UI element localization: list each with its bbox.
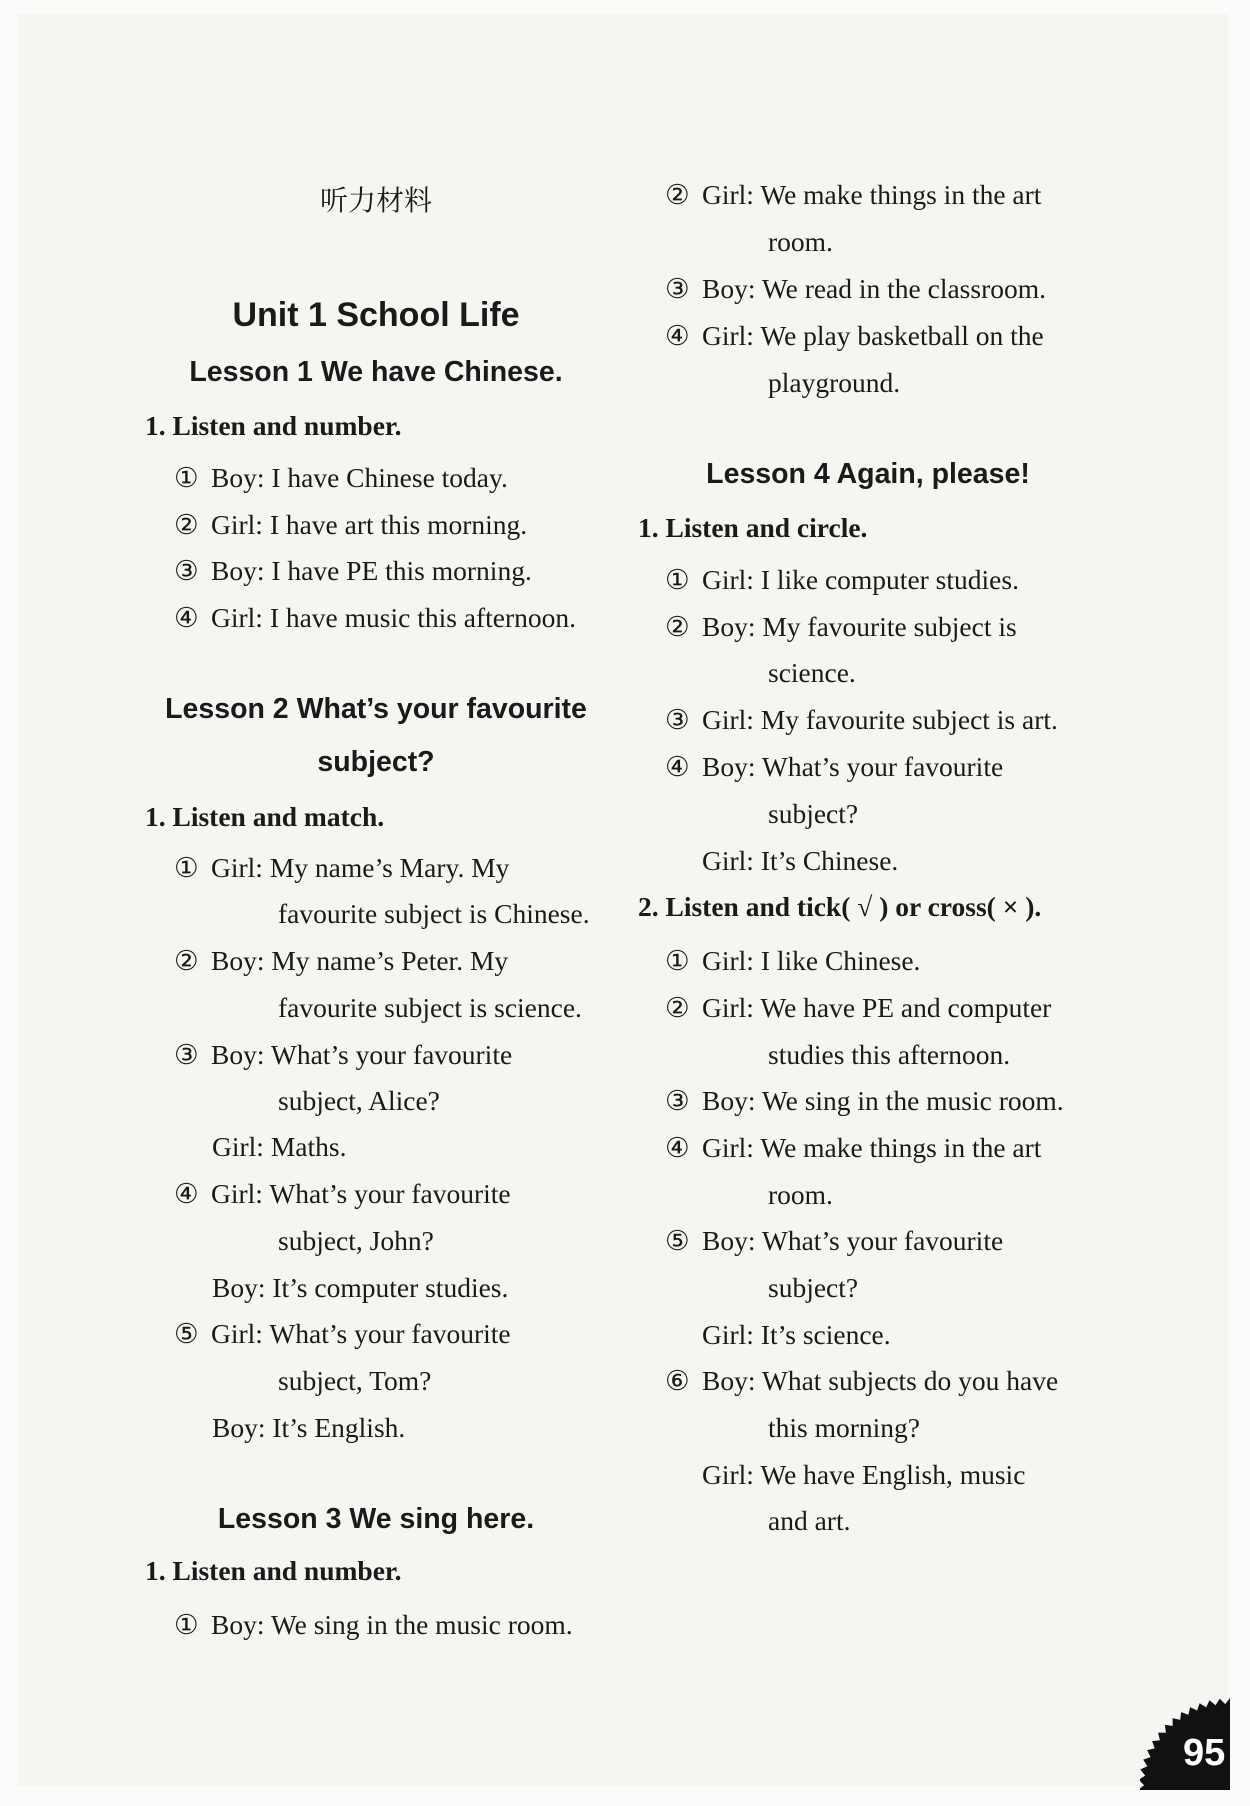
item-number: ③ (665, 1085, 690, 1116)
dialogue-line (665, 563, 1019, 597)
dialogue-line (665, 1084, 1064, 1118)
dialogue-text: Girl: We make things in the art (702, 179, 1042, 210)
dialogue-line (665, 703, 1058, 737)
lesson-heading: Lesson 3 We sing here. (217, 1503, 535, 1535)
dialogue-line (665, 610, 1017, 644)
item-number: ① (665, 945, 690, 976)
dialogue-continuation: subject, Alice? (278, 1085, 440, 1116)
dialogue-line (174, 554, 532, 588)
dialogue-text: Girl: I like Chinese. (702, 945, 921, 976)
item-number: ③ (665, 704, 690, 735)
item-number: ③ (665, 273, 690, 304)
dialogue-line (174, 508, 527, 542)
task-heading: 1. Listen and match. (145, 801, 385, 832)
dialogue-line (665, 750, 1003, 784)
dialogue-continuation: subject? (768, 798, 859, 829)
dialogue-text: Boy: What’s your favourite (211, 1039, 513, 1070)
dialogue-text: Girl: We make things in the art (702, 1132, 1042, 1163)
dialogue-text: Boy: We read in the classroom. (702, 273, 1047, 304)
dialogue-line (665, 1364, 1058, 1398)
dialogue-reply: Girl: It’s Chinese. (702, 845, 899, 876)
dialogue-text: Girl: We have PE and computer (702, 992, 1052, 1023)
task-heading: 1. Listen and number. (145, 410, 402, 441)
dialogue-text: Boy: I have Chinese today. (211, 462, 508, 493)
dialogue-continuation: favourite subject is Chinese. (278, 898, 590, 929)
dialogue-line (174, 1038, 512, 1072)
item-number: ④ (174, 1178, 199, 1209)
dialogue-reply: Girl: We have English, music (702, 1459, 1026, 1490)
item-number: ② (174, 509, 199, 540)
dialogue-text: Girl: We play basketball on the (702, 320, 1044, 351)
dialogue-line (174, 1317, 511, 1351)
dialogue-line (174, 461, 508, 495)
dialogue-line (665, 178, 1041, 212)
task-heading: 1. Listen and circle. (638, 512, 868, 543)
dialogue-continuation: studies this afternoon. (768, 1039, 1011, 1070)
dialogue-line (665, 1224, 1003, 1258)
dialogue-line (665, 319, 1044, 353)
item-number: ③ (174, 555, 199, 586)
dialogue-text: Boy: What’s your favourite (702, 751, 1004, 782)
lesson-heading: Lesson 1 We have Chinese. (189, 356, 563, 388)
item-number: ④ (665, 751, 690, 782)
dialogue-continuation: subject? (768, 1272, 859, 1303)
dialogue-text: Girl: I have music this afternoon. (211, 602, 577, 633)
item-number: ③ (174, 1039, 199, 1070)
dialogue-continuation: room. (768, 1179, 833, 1210)
dialogue-continuation: subject, John? (278, 1225, 434, 1256)
dialogue-text: Girl: My favourite subject is art. (702, 704, 1058, 735)
item-number: ⑤ (174, 1318, 199, 1349)
dialogue-reply: Girl: Maths. (212, 1131, 347, 1162)
item-number: ① (174, 1609, 199, 1640)
item-number: ⑤ (665, 1225, 690, 1256)
task-heading: 2. Listen and tick( √ ) or cross( × ). (638, 891, 1042, 922)
dialogue-continuation: subject, Tom? (278, 1365, 432, 1396)
dialogue-line (665, 272, 1046, 306)
dialogue-line (174, 601, 576, 635)
dialogue-text: Girl: What’s your favourite (211, 1318, 511, 1349)
lesson-heading: subject? (317, 746, 435, 778)
item-number: ② (665, 992, 690, 1023)
lesson-heading: Lesson 4 Again, please! (706, 458, 1030, 490)
dialogue-text: Girl: What’s your favourite (211, 1178, 511, 1209)
dialogue-line (174, 1608, 573, 1642)
dialogue-text: Girl: My name’s Mary. My (211, 852, 510, 883)
item-number: ④ (665, 320, 690, 351)
dialogue-text: Girl: I like computer studies. (702, 564, 1019, 595)
page-number: 95 (1183, 1732, 1226, 1774)
dialogue-text: Boy: My name’s Peter. My (211, 945, 509, 976)
dialogue-text: Boy: What subjects do you have (702, 1365, 1059, 1396)
dialogue-line (174, 1177, 511, 1211)
item-number: ① (174, 852, 199, 883)
dialogue-text: Boy: We sing in the music room. (211, 1609, 573, 1640)
item-number: ② (665, 611, 690, 642)
dialogue-text: Boy: We sing in the music room. (702, 1085, 1064, 1116)
dialogue-continuation: room. (768, 226, 833, 257)
item-number: ② (174, 945, 199, 976)
dialogue-text: Boy: My favourite subject is (702, 611, 1017, 642)
item-number: ⑥ (665, 1365, 690, 1396)
dialogue-continuation: playground. (768, 367, 901, 398)
dialogue-line (174, 944, 508, 978)
dialogue-line (665, 1131, 1041, 1165)
dialogue-line (665, 944, 920, 978)
dialogue-reply: Girl: It’s science. (702, 1319, 891, 1350)
dialogue-continuation: science. (768, 657, 856, 688)
dialogue-text: Girl: I have art this morning. (211, 509, 528, 540)
task-heading: 1. Listen and number. (145, 1555, 402, 1586)
dialogue-reply: Boy: It’s computer studies. (212, 1272, 509, 1303)
item-number: ② (665, 179, 690, 210)
textbook-page (18, 14, 1228, 1786)
dialogue-reply: Boy: It’s English. (212, 1412, 406, 1443)
page-title: 听力材料 (319, 184, 433, 217)
lesson-heading: Lesson 2 What’s your favourite (165, 693, 587, 725)
item-number: ④ (174, 602, 199, 633)
unit-heading: Unit 1 School Life (232, 296, 520, 334)
dialogue-text: Boy: I have PE this morning. (211, 555, 532, 586)
dialogue-line (174, 851, 509, 885)
dialogue-text: Boy: What’s your favourite (702, 1225, 1004, 1256)
item-number: ① (174, 462, 199, 493)
dialogue-continuation: this morning? (768, 1412, 921, 1443)
dialogue-line (665, 991, 1051, 1025)
dialogue-continuation: favourite subject is science. (278, 992, 582, 1023)
item-number: ④ (665, 1132, 690, 1163)
dialogue-continuation: and art. (768, 1505, 851, 1536)
item-number: ① (665, 564, 690, 595)
